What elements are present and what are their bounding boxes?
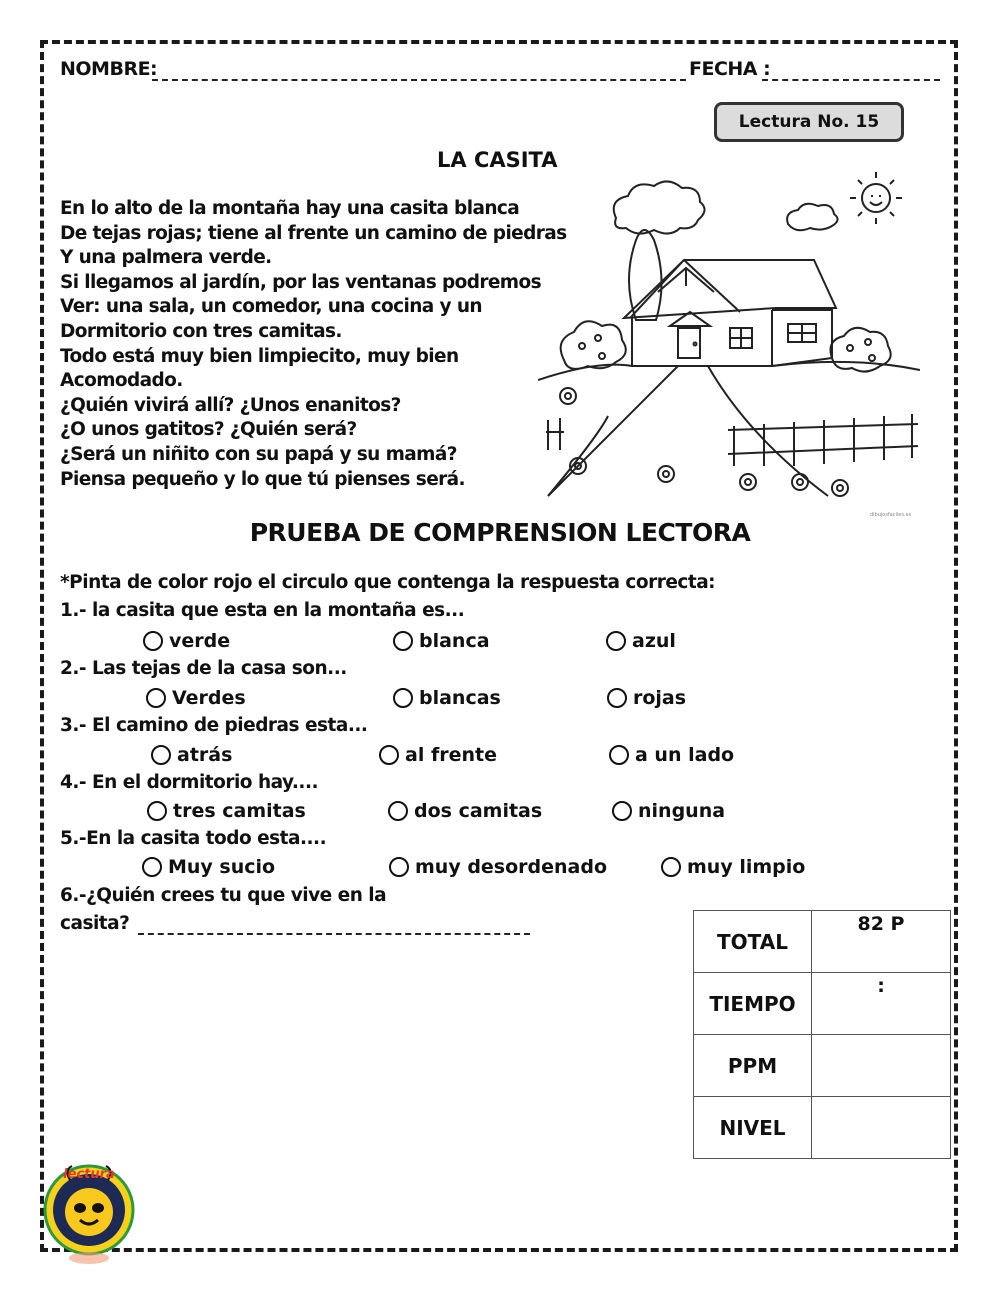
instruction-text: *Pinta de color rojo el circulo que contenga la respuesta correcta: (60, 572, 716, 593)
story-line: Si llegamos al jardín, por las ventanas podremos (60, 271, 542, 293)
question-1: 1.- la casita que esta en la montaña es... (60, 600, 465, 621)
score-label: TOTAL (694, 911, 812, 973)
fecha-field[interactable] (762, 79, 940, 81)
story-line: Todo está muy bien limpiecito, muy bien (60, 345, 459, 367)
image-credit: dibujosfaciles.es (870, 512, 912, 518)
logo-text: lectura (63, 1167, 115, 1182)
story-line: Ver: una sala, un comedor, una cocina y un (60, 296, 482, 318)
circle-icon[interactable] (612, 801, 632, 821)
q5-option-3[interactable]: muy limpio (661, 856, 805, 878)
question-4: 4.- En el dormitorio hay.... (60, 772, 319, 793)
score-value[interactable] (812, 1097, 951, 1159)
table-row (694, 1097, 951, 1159)
story-line: Piensa pequeño y lo que tú pienses será. (60, 468, 465, 490)
fecha-label: FECHA : (689, 58, 771, 80)
bee-logo (40, 1160, 138, 1265)
q2-option-3[interactable]: rojas (607, 687, 686, 709)
q5-option-1[interactable]: Muy sucio (142, 856, 275, 878)
q2-option-1[interactable]: Verdes (146, 687, 246, 709)
circle-icon[interactable] (147, 801, 167, 821)
story-title: LA CASITA (437, 148, 558, 172)
score-value[interactable] (812, 1035, 951, 1097)
circle-icon[interactable] (609, 745, 629, 765)
q3-option-1[interactable]: atrás (151, 744, 232, 766)
q3-option-2[interactable]: al frente (379, 744, 497, 766)
story-line: ¿Será un niñito con su papá y su mamá? (60, 443, 457, 465)
circle-icon[interactable] (151, 745, 171, 765)
circle-icon[interactable] (393, 688, 413, 708)
table-row (694, 973, 951, 1035)
q1-option-1[interactable]: verde (143, 630, 230, 652)
house-illustration (538, 170, 920, 510)
story-line: En lo alto de la montaña hay una casita blanca (60, 198, 520, 219)
question-5: 5.-En la casita todo esta.... (60, 828, 327, 849)
q4-option-1[interactable]: tres camitas (147, 800, 306, 822)
question-2: 2.- Las tejas de la casa son... (60, 658, 347, 679)
q1-option-3[interactable]: azul (606, 630, 676, 652)
story-line: De tejas rojas; tiene al frente un camino de piedras (60, 222, 567, 244)
q1-option-2[interactable]: blanca (393, 630, 490, 652)
circle-icon[interactable] (143, 631, 163, 651)
story-line: Acomodado. (60, 370, 183, 392)
circle-icon[interactable] (389, 857, 409, 877)
test-title: PRUEBA DE COMPRENSION LECTORA (249, 518, 751, 547)
answer-field[interactable] (138, 933, 530, 935)
score-value[interactable]: : (812, 973, 951, 1035)
score-label: TIEMPO (694, 973, 812, 1035)
nombre-label: NOMBRE: (60, 58, 158, 80)
q3-option-3[interactable]: a un lado (609, 744, 734, 766)
question-6-line2: casita? (60, 913, 130, 934)
score-table (693, 910, 951, 1159)
score-label: PPM (694, 1035, 812, 1097)
table-row (694, 1035, 951, 1097)
table-row (694, 911, 951, 973)
story-text (60, 197, 620, 492)
circle-icon[interactable] (606, 631, 626, 651)
story-line: ¿O unos gatitos? ¿Quién será? (60, 419, 357, 441)
score-label: NIVEL (694, 1097, 812, 1159)
question-3: 3.- El camino de piedras esta... (60, 715, 368, 736)
story-line: ¿Quién vivirá allí? ¿Unos enanitos? (60, 394, 401, 416)
circle-icon[interactable] (142, 857, 162, 877)
question-6: 6.-¿Quién crees tu que vive en la (60, 885, 387, 906)
circle-icon[interactable] (388, 801, 408, 821)
circle-icon[interactable] (146, 688, 166, 708)
q2-option-2[interactable]: blancas (393, 687, 501, 709)
circle-icon[interactable] (607, 688, 627, 708)
story-line: Y una palmera verde. (60, 247, 272, 269)
q5-option-2[interactable]: muy desordenado (389, 856, 607, 878)
score-value[interactable]: 82 P (812, 911, 951, 973)
lectura-badge: Lectura No. 15 (714, 102, 904, 142)
circle-icon[interactable] (661, 857, 681, 877)
circle-icon[interactable] (379, 745, 399, 765)
story-line: Dormitorio con tres camitas. (60, 320, 342, 342)
circle-icon[interactable] (393, 631, 413, 651)
q4-option-3[interactable]: ninguna (612, 800, 725, 822)
nombre-field[interactable] (152, 79, 686, 81)
q4-option-2[interactable]: dos camitas (388, 800, 542, 822)
